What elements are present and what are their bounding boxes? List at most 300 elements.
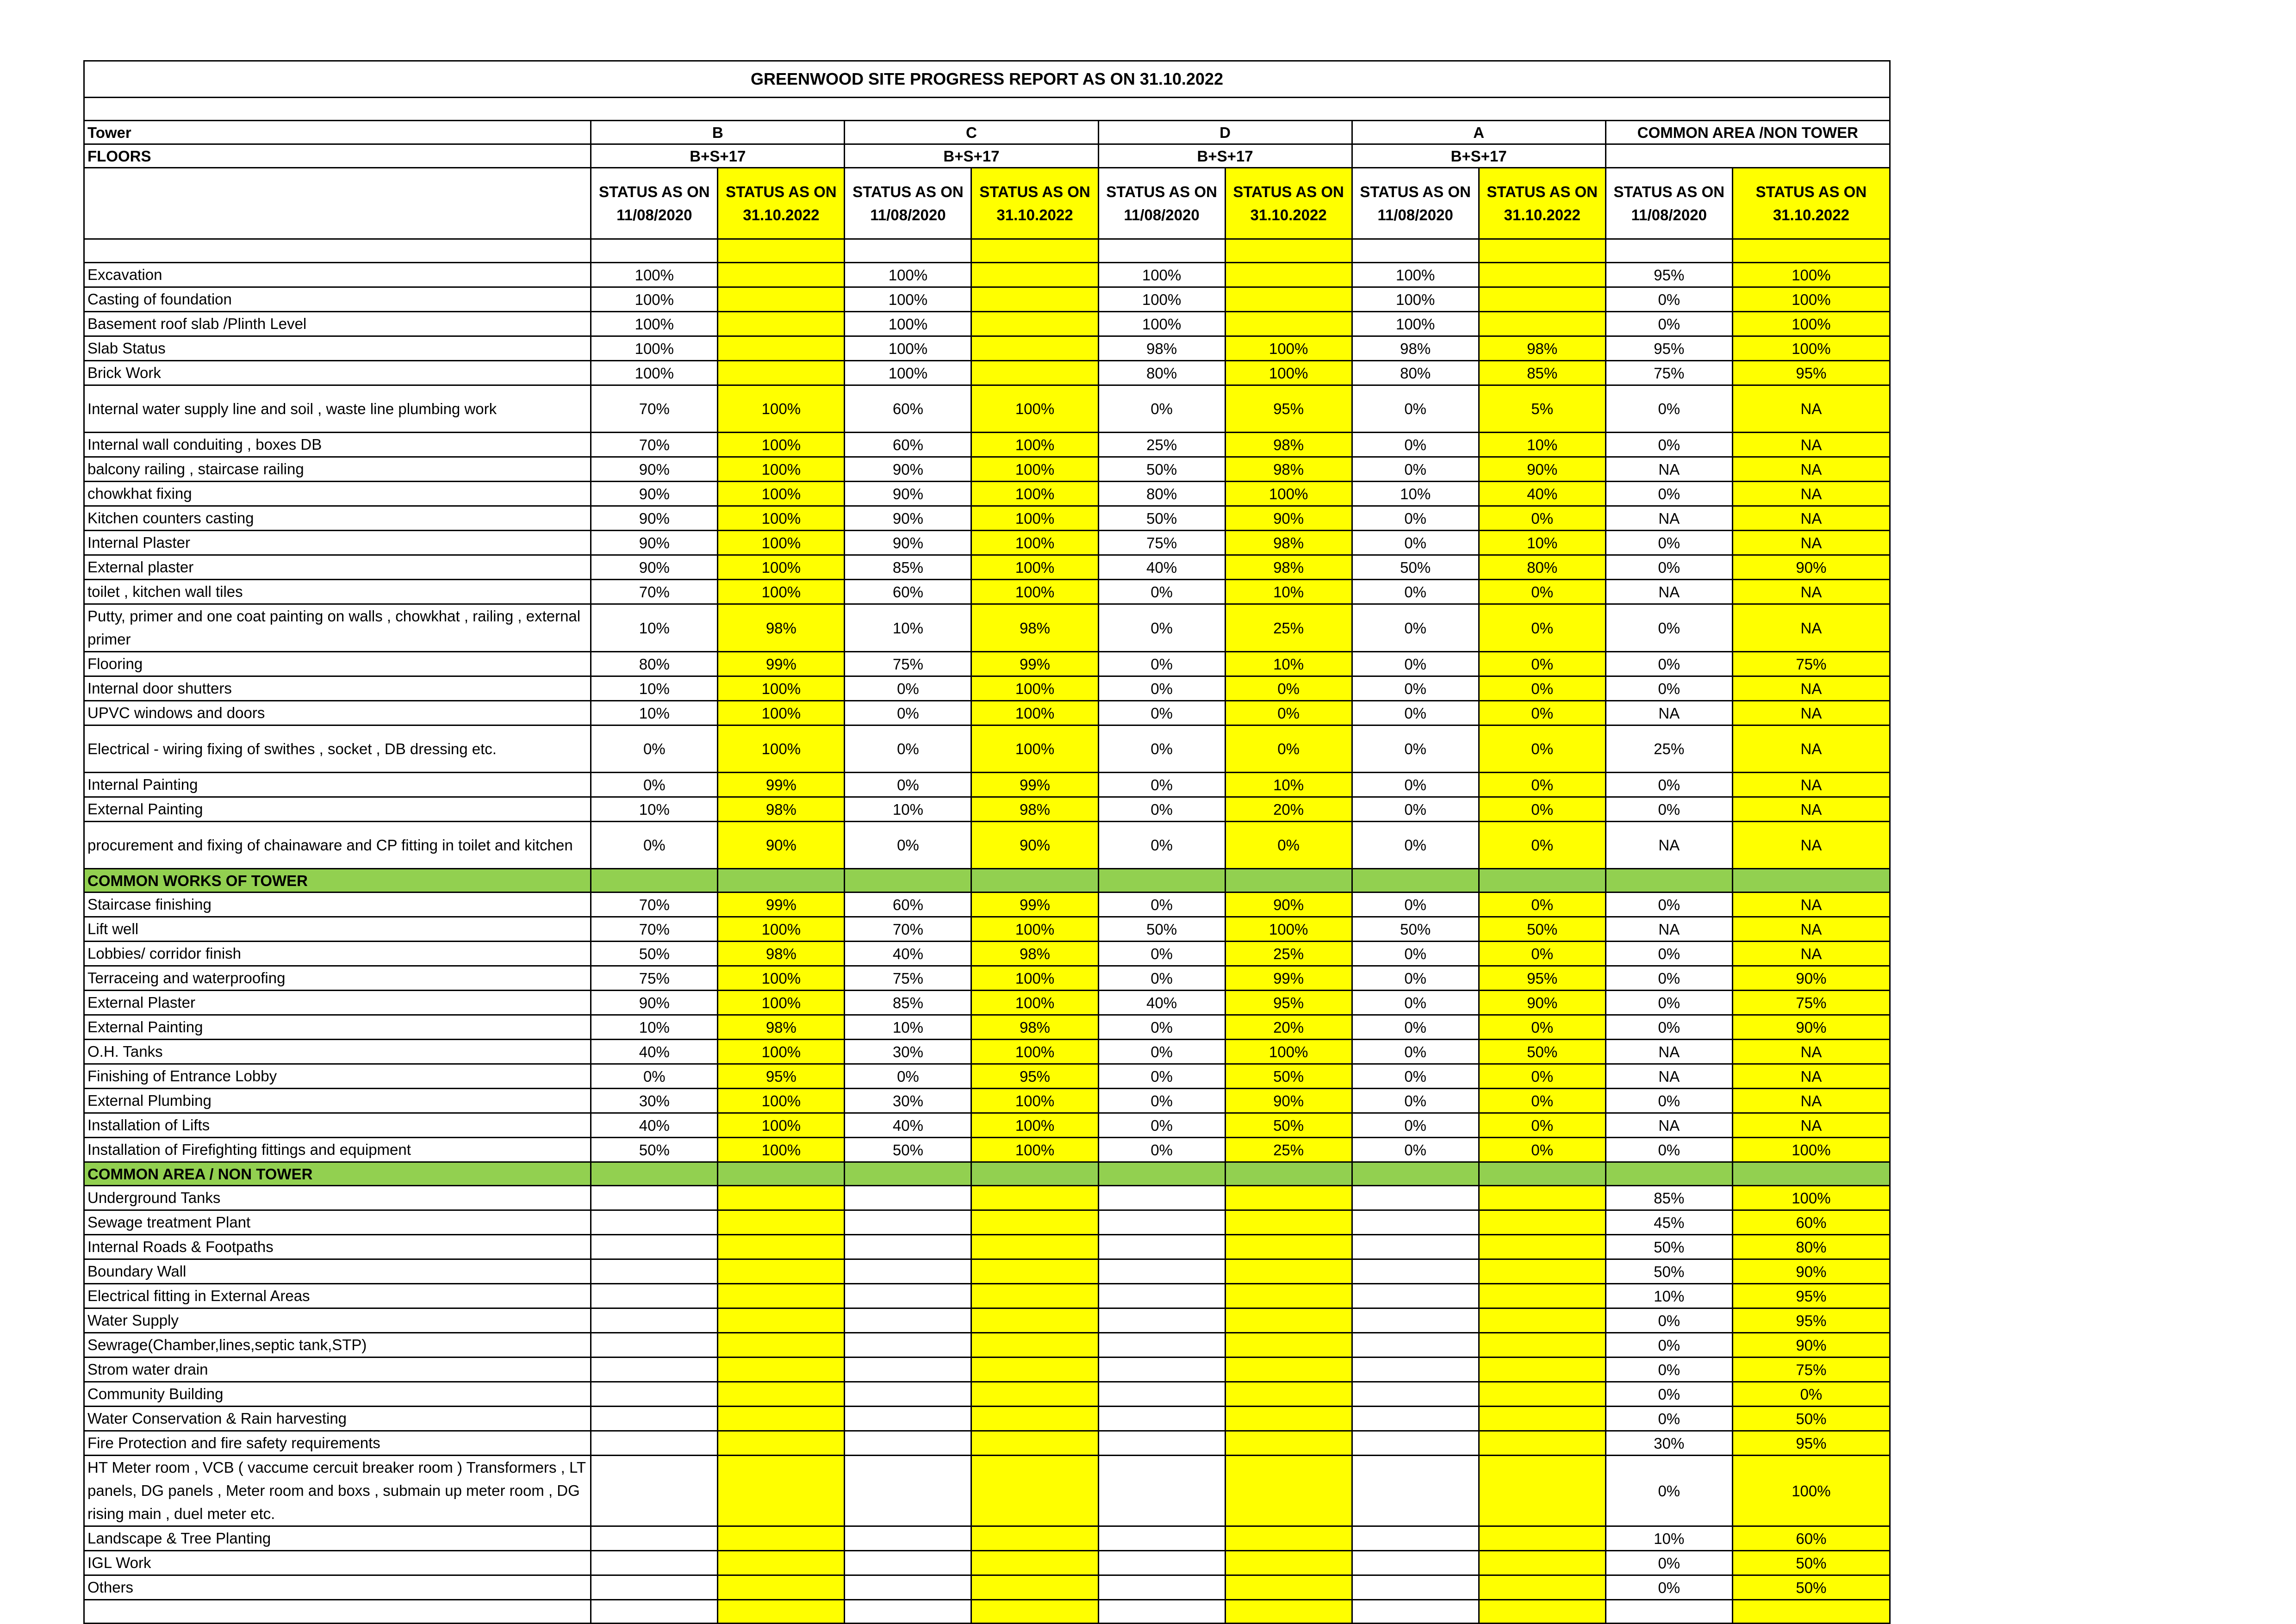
blank-cell bbox=[1732, 1600, 1890, 1624]
status-cell: 0% bbox=[1352, 1089, 1479, 1113]
status-cell: 100% bbox=[971, 725, 1098, 773]
status-cell: 40% bbox=[845, 1113, 971, 1138]
status-cell: 0% bbox=[1098, 604, 1225, 652]
status-cell: 50% bbox=[591, 942, 718, 966]
task-label: Sewage treatment Plant bbox=[84, 1210, 591, 1235]
status-cell: NA bbox=[1732, 822, 1890, 869]
task-label: IGL Work bbox=[84, 1551, 591, 1575]
status-cell bbox=[1098, 1407, 1225, 1431]
status-cell: 0% bbox=[1605, 1015, 1732, 1040]
status-cell bbox=[1479, 1284, 1605, 1308]
status-cell: 50% bbox=[1352, 917, 1479, 942]
table-row bbox=[84, 1138, 1890, 1162]
status-cell: 50% bbox=[1479, 1040, 1605, 1064]
status-cell: 90% bbox=[1225, 1089, 1352, 1113]
status-cell bbox=[1352, 1456, 1479, 1526]
status-cell: 75% bbox=[845, 652, 971, 676]
status-cell bbox=[971, 1357, 1098, 1382]
status-cell bbox=[1225, 1186, 1352, 1210]
status-cell: 100% bbox=[845, 336, 971, 361]
task-label: Lobbies/ corridor finish bbox=[84, 942, 591, 966]
status-cell bbox=[1098, 1210, 1225, 1235]
task-label: Underground Tanks bbox=[84, 1186, 591, 1210]
status-cell: 100% bbox=[718, 725, 845, 773]
section-cell bbox=[1605, 1162, 1732, 1186]
status-cell: NA bbox=[1732, 385, 1890, 433]
status-cell bbox=[1479, 1186, 1605, 1210]
status-cell: 0% bbox=[1732, 1382, 1890, 1407]
task-label: Terraceing and waterproofing bbox=[84, 966, 591, 991]
table-row bbox=[84, 1113, 1890, 1138]
status-cell: 100% bbox=[718, 1089, 845, 1113]
status-cell: 0% bbox=[1605, 797, 1732, 822]
status-cell: 100% bbox=[718, 457, 845, 482]
status-cell: 100% bbox=[1098, 312, 1225, 336]
table-row bbox=[84, 263, 1890, 287]
status-cell: 50% bbox=[1732, 1407, 1890, 1431]
status-new-header: STATUS AS ON 31.10.2022 bbox=[1732, 168, 1890, 239]
status-cell: 0% bbox=[1605, 1308, 1732, 1333]
status-cell: 0% bbox=[1352, 773, 1479, 797]
status-cell: 90% bbox=[591, 555, 718, 580]
status-cell bbox=[845, 1259, 971, 1284]
status-cell: 0% bbox=[1098, 966, 1225, 991]
status-cell: 90% bbox=[1225, 893, 1352, 917]
status-cell bbox=[591, 1308, 718, 1333]
blank-cell bbox=[1098, 1600, 1225, 1624]
status-cell: 100% bbox=[845, 361, 971, 385]
status-cell: 100% bbox=[718, 555, 845, 580]
status-cell: 0% bbox=[1479, 1113, 1605, 1138]
status-cell bbox=[718, 263, 845, 287]
table-row bbox=[84, 1526, 1890, 1551]
task-label: Internal Painting bbox=[84, 773, 591, 797]
status-cell: 98% bbox=[1479, 336, 1605, 361]
status-cell: 25% bbox=[1225, 1138, 1352, 1162]
status-cell: 10% bbox=[1479, 433, 1605, 457]
status-cell: 25% bbox=[1098, 433, 1225, 457]
status-cell: 10% bbox=[1605, 1284, 1732, 1308]
status-cell: 25% bbox=[1225, 942, 1352, 966]
status-cell: 90% bbox=[845, 506, 971, 531]
status-cell: 75% bbox=[1732, 652, 1890, 676]
status-cell: 60% bbox=[1732, 1210, 1890, 1235]
status-cell: 10% bbox=[845, 797, 971, 822]
status-cell: NA bbox=[1732, 1113, 1890, 1138]
status-cell bbox=[1479, 1382, 1605, 1407]
status-cell: 0% bbox=[1605, 942, 1732, 966]
status-cell bbox=[1098, 1235, 1225, 1259]
status-cell: NA bbox=[1605, 822, 1732, 869]
status-cell: 0% bbox=[1098, 1113, 1225, 1138]
status-cell: 0% bbox=[1352, 1064, 1479, 1089]
status-cell: 30% bbox=[1605, 1431, 1732, 1456]
status-cell: 100% bbox=[718, 991, 845, 1015]
status-cell: 80% bbox=[591, 652, 718, 676]
status-cell: 0% bbox=[1605, 1551, 1732, 1575]
status-cell: 0% bbox=[1605, 287, 1732, 312]
status-cell bbox=[1352, 1382, 1479, 1407]
status-cell: 99% bbox=[971, 893, 1098, 917]
table-row bbox=[84, 1575, 1890, 1600]
status-cell bbox=[591, 1333, 718, 1357]
status-cell: NA bbox=[1605, 1113, 1732, 1138]
status-cell: 0% bbox=[1352, 725, 1479, 773]
status-cell: 100% bbox=[1098, 263, 1225, 287]
status-cell: 40% bbox=[1479, 482, 1605, 506]
section-title: COMMON WORKS OF TOWER bbox=[84, 869, 591, 893]
status-cell: NA bbox=[1732, 1089, 1890, 1113]
task-label: chowkhat fixing bbox=[84, 482, 591, 506]
status-cell: 70% bbox=[591, 433, 718, 457]
status-cell: 90% bbox=[845, 531, 971, 555]
status-cell bbox=[1352, 1308, 1479, 1333]
status-cell bbox=[718, 1551, 845, 1575]
status-cell bbox=[1225, 1210, 1352, 1235]
status-cell: 95% bbox=[1605, 263, 1732, 287]
status-cell: 70% bbox=[591, 580, 718, 604]
status-cell: 0% bbox=[1605, 1357, 1732, 1382]
task-label: Slab Status bbox=[84, 336, 591, 361]
status-cell: 0% bbox=[1605, 966, 1732, 991]
status-cell: 0% bbox=[1352, 531, 1479, 555]
status-cell: NA bbox=[1732, 457, 1890, 482]
status-cell: 45% bbox=[1605, 1210, 1732, 1235]
status-cell bbox=[718, 1308, 845, 1333]
status-cell bbox=[971, 336, 1098, 361]
status-new-header: STATUS AS ON 31.10.2022 bbox=[718, 168, 845, 239]
section-cell bbox=[1098, 1162, 1225, 1186]
status-cell bbox=[718, 1235, 845, 1259]
task-label: Staircase finishing bbox=[84, 893, 591, 917]
status-cell: 70% bbox=[845, 917, 971, 942]
status-cell bbox=[845, 1235, 971, 1259]
status-cell: 0% bbox=[1479, 652, 1605, 676]
section-common-works bbox=[84, 869, 1890, 893]
status-cell bbox=[1098, 1259, 1225, 1284]
status-cell bbox=[591, 1456, 718, 1526]
status-cell: 0% bbox=[1479, 1015, 1605, 1040]
status-cell: 0% bbox=[1605, 312, 1732, 336]
table-row bbox=[84, 966, 1890, 991]
status-cell: 90% bbox=[1732, 555, 1890, 580]
status-cell bbox=[1352, 1210, 1479, 1235]
status-cell: 100% bbox=[971, 482, 1098, 506]
status-cell: 10% bbox=[1225, 773, 1352, 797]
status-cell bbox=[1098, 1575, 1225, 1600]
status-cell: 100% bbox=[718, 1040, 845, 1064]
task-label: Sewrage(Chamber,lines,septic tank,STP) bbox=[84, 1333, 591, 1357]
blank-cell bbox=[845, 239, 971, 263]
status-cell: 90% bbox=[1732, 966, 1890, 991]
table-row bbox=[84, 1308, 1890, 1333]
status-cell bbox=[845, 1382, 971, 1407]
status-cell: 0% bbox=[1352, 942, 1479, 966]
section-cell bbox=[1605, 869, 1732, 893]
status-cell: 90% bbox=[1732, 1259, 1890, 1284]
status-cell bbox=[591, 1357, 718, 1382]
status-cell bbox=[718, 1259, 845, 1284]
status-cell bbox=[845, 1575, 971, 1600]
status-cell: 40% bbox=[1098, 991, 1225, 1015]
status-cell: 50% bbox=[1352, 555, 1479, 580]
tower-name: COMMON AREA /NON TOWER bbox=[1605, 121, 1890, 144]
status-cell: NA bbox=[1732, 1064, 1890, 1089]
status-cell: 0% bbox=[1605, 433, 1732, 457]
status-cell: 100% bbox=[718, 1138, 845, 1162]
status-cell: 100% bbox=[971, 433, 1098, 457]
blank-cell bbox=[971, 1600, 1098, 1624]
status-cell: 0% bbox=[1352, 797, 1479, 822]
task-label: Landscape & Tree Planting bbox=[84, 1526, 591, 1551]
blank-cell bbox=[718, 239, 845, 263]
task-label: Basement roof slab /Plinth Level bbox=[84, 312, 591, 336]
status-cell bbox=[718, 287, 845, 312]
status-cell: 0% bbox=[591, 773, 718, 797]
status-cell: 10% bbox=[845, 604, 971, 652]
status-cell bbox=[718, 1186, 845, 1210]
status-cell: 0% bbox=[1098, 1064, 1225, 1089]
status-cell bbox=[1479, 263, 1605, 287]
status-cell: 0% bbox=[1605, 773, 1732, 797]
status-cell: 100% bbox=[718, 701, 845, 725]
status-cell: NA bbox=[1732, 773, 1890, 797]
status-cell bbox=[1352, 1259, 1479, 1284]
blank-cell bbox=[591, 1600, 718, 1624]
status-cell bbox=[718, 1407, 845, 1431]
status-cell bbox=[971, 1259, 1098, 1284]
status-cell: 40% bbox=[1098, 555, 1225, 580]
blank-cell bbox=[1352, 1600, 1479, 1624]
status-cell: 100% bbox=[718, 506, 845, 531]
status-cell: 10% bbox=[1352, 482, 1479, 506]
status-cell: 0% bbox=[591, 822, 718, 869]
status-cell: NA bbox=[1732, 433, 1890, 457]
status-cell bbox=[1225, 263, 1352, 287]
status-cell: 0% bbox=[1605, 531, 1732, 555]
status-new-header: STATUS AS ON 31.10.2022 bbox=[971, 168, 1098, 239]
status-cell bbox=[718, 1456, 845, 1526]
status-cell: 0% bbox=[1352, 604, 1479, 652]
status-cell: 0% bbox=[1352, 966, 1479, 991]
status-cell: 100% bbox=[1225, 482, 1352, 506]
status-cell: 85% bbox=[845, 991, 971, 1015]
status-cell: 0% bbox=[1605, 482, 1732, 506]
table-row bbox=[84, 1015, 1890, 1040]
status-cell: 100% bbox=[845, 287, 971, 312]
status-cell: 0% bbox=[1098, 1089, 1225, 1113]
status-cell: 100% bbox=[845, 263, 971, 287]
status-cell bbox=[1098, 1333, 1225, 1357]
status-cell: 10% bbox=[1605, 1526, 1732, 1551]
status-cell: 100% bbox=[1352, 312, 1479, 336]
status-cell bbox=[1225, 1431, 1352, 1456]
task-label: Brick Work bbox=[84, 361, 591, 385]
status-cell: 0% bbox=[1605, 1575, 1732, 1600]
status-cell: 0% bbox=[1479, 701, 1605, 725]
task-label: Strom water drain bbox=[84, 1357, 591, 1382]
status-cell: 0% bbox=[1098, 1138, 1225, 1162]
status-cell: 98% bbox=[1352, 336, 1479, 361]
progress-table bbox=[83, 120, 1891, 1624]
status-cell: 50% bbox=[1479, 917, 1605, 942]
task-label: UPVC windows and doors bbox=[84, 701, 591, 725]
tower-floors: B+S+17 bbox=[1098, 144, 1352, 168]
status-cell: 75% bbox=[845, 966, 971, 991]
status-cell: NA bbox=[1732, 676, 1890, 701]
status-new-header: STATUS AS ON 31.10.2022 bbox=[1225, 168, 1352, 239]
table-row bbox=[84, 652, 1890, 676]
status-cell: 20% bbox=[1225, 797, 1352, 822]
table-row bbox=[84, 457, 1890, 482]
status-cell: 0% bbox=[1479, 1064, 1605, 1089]
status-cell: 80% bbox=[1098, 361, 1225, 385]
status-cell bbox=[718, 1357, 845, 1382]
status-cell: NA bbox=[1605, 1064, 1732, 1089]
status-cell: 0% bbox=[1605, 1089, 1732, 1113]
status-cell: 98% bbox=[1098, 336, 1225, 361]
task-label: HT Meter room , VCB ( vaccume cercuit breaker room ) Transformers , LT panels, DG panels , Meter room and boxs , submain up meter room , DG rising main , duel meter etc. bbox=[84, 1456, 591, 1526]
status-cell: 90% bbox=[591, 457, 718, 482]
header-row-status bbox=[84, 168, 1890, 239]
status-cell: 30% bbox=[845, 1040, 971, 1064]
status-cell: 0% bbox=[1479, 942, 1605, 966]
progress-report-sheet bbox=[83, 60, 1891, 1624]
status-cell bbox=[1479, 1210, 1605, 1235]
status-cell: 0% bbox=[1098, 822, 1225, 869]
task-label: External Plumbing bbox=[84, 1089, 591, 1113]
status-cell: 0% bbox=[1479, 1138, 1605, 1162]
status-cell bbox=[845, 1210, 971, 1235]
status-cell: 75% bbox=[591, 966, 718, 991]
status-cell: 50% bbox=[1605, 1259, 1732, 1284]
table-row bbox=[84, 1431, 1890, 1456]
status-cell bbox=[1098, 1526, 1225, 1551]
task-label: Electrical fitting in External Areas bbox=[84, 1284, 591, 1308]
status-cell: 0% bbox=[1098, 942, 1225, 966]
status-cell bbox=[591, 1186, 718, 1210]
status-cell: 60% bbox=[845, 385, 971, 433]
status-cell: 10% bbox=[591, 604, 718, 652]
status-cell bbox=[1352, 1333, 1479, 1357]
status-cell bbox=[971, 287, 1098, 312]
status-cell: 40% bbox=[845, 942, 971, 966]
task-label: Flooring bbox=[84, 652, 591, 676]
status-cell: 0% bbox=[1098, 701, 1225, 725]
status-cell: 98% bbox=[1225, 433, 1352, 457]
status-cell bbox=[1225, 1259, 1352, 1284]
table-row bbox=[84, 676, 1890, 701]
status-cell: 0% bbox=[845, 676, 971, 701]
status-cell: 0% bbox=[1352, 457, 1479, 482]
status-cell: 80% bbox=[1352, 361, 1479, 385]
table-row bbox=[84, 312, 1890, 336]
status-cell: 100% bbox=[971, 555, 1098, 580]
status-cell: 0% bbox=[1479, 604, 1605, 652]
status-cell: 80% bbox=[1479, 555, 1605, 580]
table-row bbox=[84, 893, 1890, 917]
status-cell: 10% bbox=[1225, 652, 1352, 676]
status-cell bbox=[971, 1407, 1098, 1431]
status-cell bbox=[1225, 1357, 1352, 1382]
status-cell bbox=[1098, 1456, 1225, 1526]
status-cell bbox=[1479, 1357, 1605, 1382]
status-cell bbox=[718, 336, 845, 361]
status-cell: 100% bbox=[1225, 917, 1352, 942]
status-cell: 100% bbox=[718, 676, 845, 701]
status-cell: 0% bbox=[1352, 1015, 1479, 1040]
task-label: Internal Roads & Footpaths bbox=[84, 1235, 591, 1259]
status-cell: NA bbox=[1605, 580, 1732, 604]
status-cell: 100% bbox=[591, 287, 718, 312]
status-cell: 0% bbox=[1352, 1138, 1479, 1162]
task-label: Excavation bbox=[84, 263, 591, 287]
status-cell bbox=[1479, 1333, 1605, 1357]
status-cell bbox=[1225, 1308, 1352, 1333]
status-cell: 98% bbox=[971, 604, 1098, 652]
status-cell: 30% bbox=[591, 1089, 718, 1113]
status-cell: 0% bbox=[1605, 676, 1732, 701]
status-cell: 10% bbox=[591, 1015, 718, 1040]
status-cell: 100% bbox=[971, 1113, 1098, 1138]
section-cell bbox=[718, 1162, 845, 1186]
status-cell: 60% bbox=[1732, 1526, 1890, 1551]
status-cell: 0% bbox=[1225, 676, 1352, 701]
task-label: procurement and fixing of chainaware and CP fitting in toilet and kitchen bbox=[84, 822, 591, 869]
status-cell: 95% bbox=[1605, 336, 1732, 361]
task-label: Lift well bbox=[84, 917, 591, 942]
status-cell: 50% bbox=[1732, 1551, 1890, 1575]
status-cell: 5% bbox=[1479, 385, 1605, 433]
status-cell: 98% bbox=[718, 604, 845, 652]
table-row bbox=[84, 482, 1890, 506]
section-cell bbox=[1352, 1162, 1479, 1186]
task-label: External Plaster bbox=[84, 991, 591, 1015]
status-cell: 100% bbox=[1732, 1456, 1890, 1526]
status-cell: 98% bbox=[718, 1015, 845, 1040]
status-cell bbox=[845, 1526, 971, 1551]
table-row bbox=[84, 1259, 1890, 1284]
status-cell: 100% bbox=[971, 966, 1098, 991]
status-cell: 90% bbox=[1225, 506, 1352, 531]
status-cell: 95% bbox=[1479, 966, 1605, 991]
status-cell: 0% bbox=[1098, 1040, 1225, 1064]
status-cell: 100% bbox=[1225, 361, 1352, 385]
tower-floors: B+S+17 bbox=[845, 144, 1098, 168]
tower-floors: B+S+17 bbox=[591, 144, 845, 168]
status-cell bbox=[591, 1210, 718, 1235]
table-row bbox=[84, 433, 1890, 457]
table-row bbox=[84, 773, 1890, 797]
status-cell bbox=[1352, 1186, 1479, 1210]
task-label: Casting of foundation bbox=[84, 287, 591, 312]
table-row bbox=[84, 1040, 1890, 1064]
status-cell: 100% bbox=[1732, 1138, 1890, 1162]
status-cell: NA bbox=[1732, 797, 1890, 822]
status-old-header: STATUS AS ON 11/08/2020 bbox=[1098, 168, 1225, 239]
tower-name: B bbox=[591, 121, 845, 144]
task-label: Kitchen counters casting bbox=[84, 506, 591, 531]
status-cell: NA bbox=[1732, 531, 1890, 555]
status-cell: 50% bbox=[1225, 1113, 1352, 1138]
status-cell: 50% bbox=[1098, 917, 1225, 942]
status-cell: 100% bbox=[1732, 263, 1890, 287]
status-cell: 0% bbox=[845, 1064, 971, 1089]
status-cell: 10% bbox=[845, 1015, 971, 1040]
status-cell: 10% bbox=[591, 676, 718, 701]
status-cell: NA bbox=[1732, 893, 1890, 917]
section-title: COMMON AREA / NON TOWER bbox=[84, 1162, 591, 1186]
